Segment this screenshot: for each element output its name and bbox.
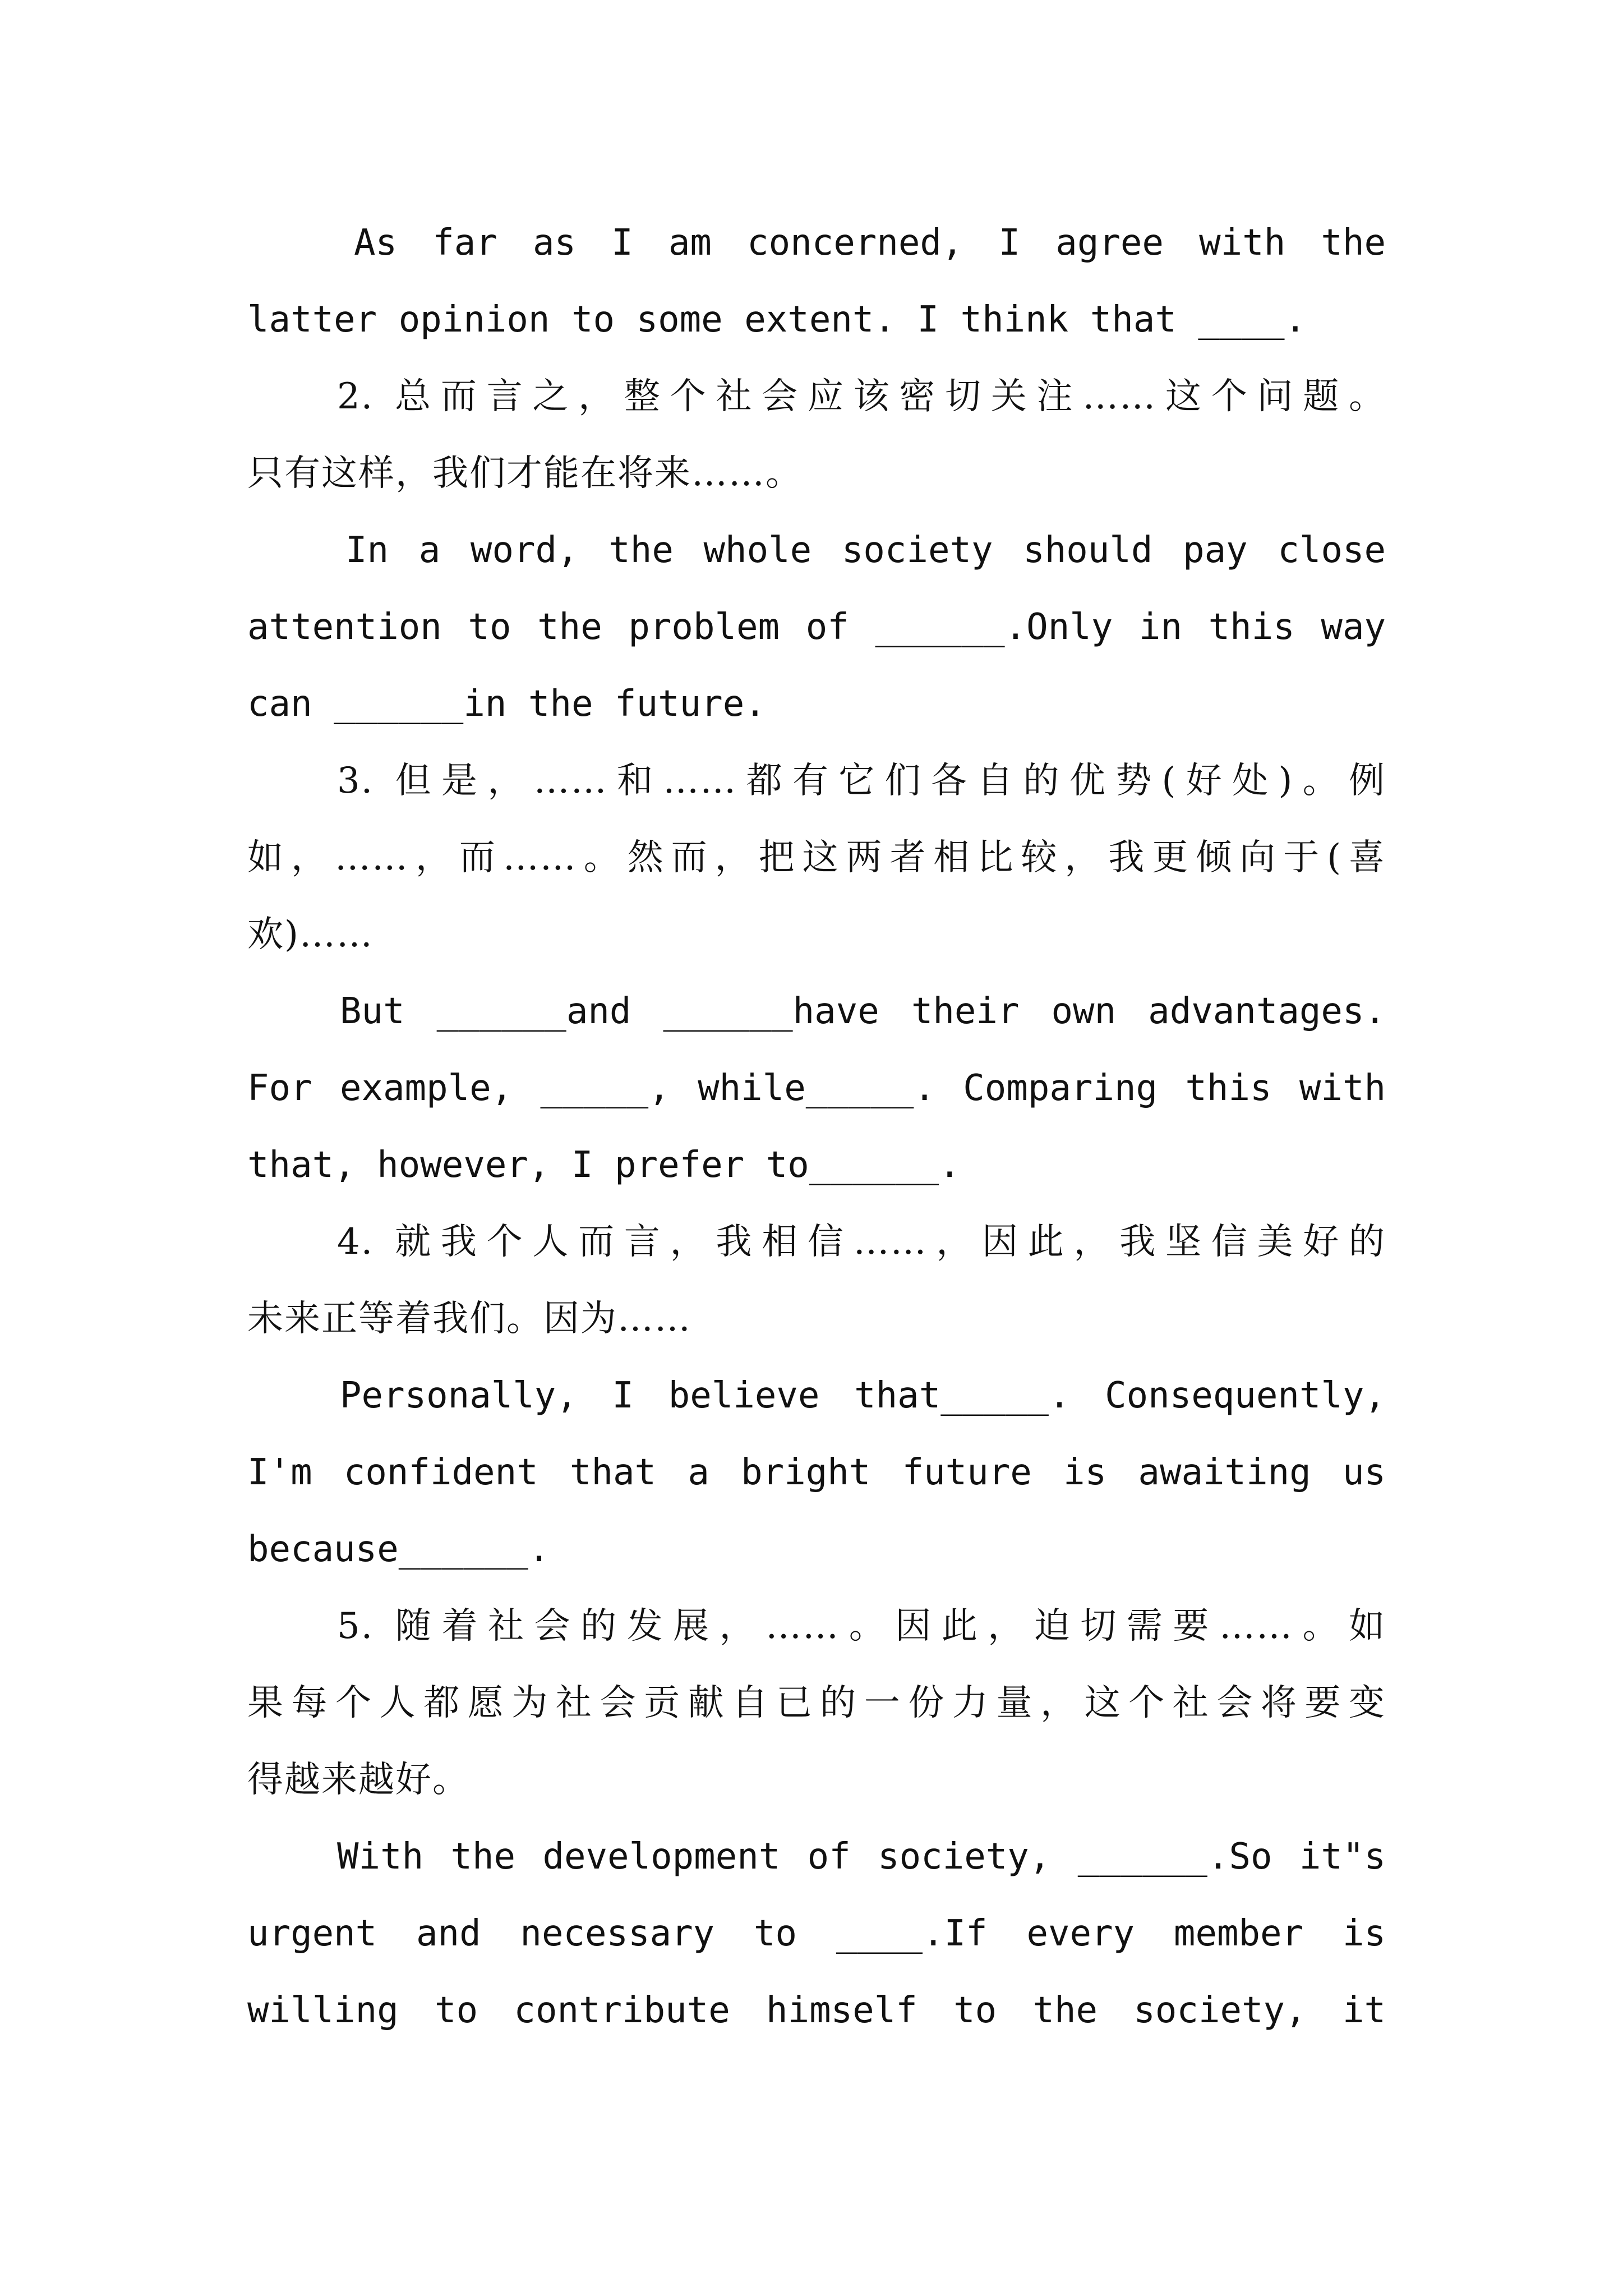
text-line: Personally, I believe that_____. Consequently, — [340, 1375, 1386, 1416]
text-line: 得越来越好。 — [247, 1759, 469, 1801]
text-line: willing to contribute himself to the society, it — [247, 1990, 1386, 2031]
text-line: 未来正等着我们。因为…… — [247, 1298, 691, 1340]
text-line: 3. 但是，……和……都有它们各自的优势(好处)。例 — [337, 760, 1386, 802]
text-line: For example, _____, while_____. Comparing this with — [247, 1068, 1386, 1109]
text-line: In a word, the whole society should pay close — [345, 530, 1386, 571]
document-body — [247, 205, 1386, 2049]
text-line: 欢)…… — [247, 914, 374, 955]
text-line: With the development of society, ______.So it"s — [337, 1836, 1386, 1878]
text-line: urgent and necessary to ____.If every member is — [247, 1913, 1386, 1954]
text-line: can ______in the future. — [247, 683, 766, 725]
text-line: 果每个人都愿为社会贡献自已的一份力量，这个社会将要变 — [247, 1682, 1386, 1724]
text-line: latter opinion to some extent. I think that ____. — [247, 299, 1307, 341]
text-line: 只有这样，我们才能在将来……。 — [247, 453, 803, 494]
text-line: 2. 总而言之，整个社会应该密切关注……这个问题。 — [337, 376, 1386, 417]
text-line: 4. 就我个人而言，我相信……，因此，我坚信美好的 — [337, 1221, 1386, 1263]
text-line: attention to the problem of ______.Only in this way — [247, 606, 1386, 648]
text-line: that, however, I prefer to______. — [247, 1144, 961, 1186]
text-line: I'm confident that a bright future is awaiting us — [247, 1452, 1386, 1493]
text-line: As far as I am concerned, I agree with the — [354, 222, 1386, 264]
text-line: But ______and ______have their own advantages. — [340, 991, 1386, 1032]
text-line: 5. 随着社会的发展，……。因此，迫切需要……。如 — [337, 1605, 1386, 1647]
text-line: because______. — [247, 1529, 550, 1570]
text-line: 如，……，而……。然而，把这两者相比较，我更倾向于(喜 — [247, 837, 1386, 878]
